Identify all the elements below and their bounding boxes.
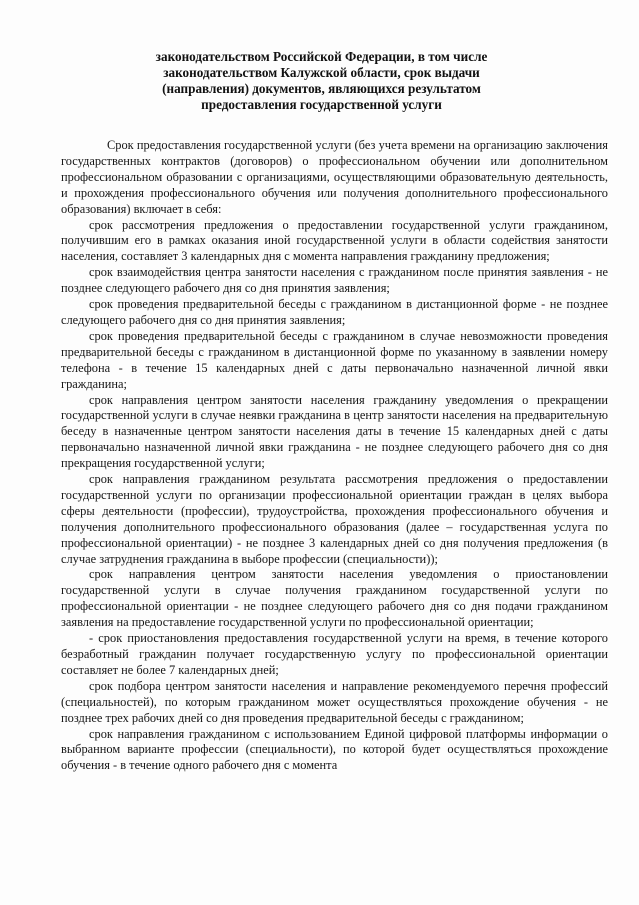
- paragraph-term-platform-choice: срок направления гражданином с использованием Единой цифровой платформы информации о выбранном варианте профессии (специальности), по которой будет осуществляться прохождение обучения - в течение одного рабочего дня с момента: [61, 726, 608, 773]
- paragraph-term-suspension-notice: срок направления центром занятости населения уведомления о приостановлении государственной услуги в случае получения гражданином государственной услуги по профессиональной ориентации - не позднее следующего рабочего дня со дня подачи гражданином заявления на предоставление государственной услуги по профессиональной ориентации;: [61, 567, 608, 630]
- section-heading: [100, 49, 543, 113]
- body-text: [61, 138, 608, 774]
- paragraph-term-proposal-review: срок рассмотрения предложения о предоставлении государственной услуги гражданином, получившим его в рамках оказания иной государственной услуги в области содействия занятости населения, составляет 3 календарных дня с момента направления гражданину предложения;: [61, 217, 608, 264]
- paragraph-term-remote-interview: срок проведения предварительной беседы с гражданином в дистанционной форме - не позднее следующего рабочего дня со дня принятия заявления;: [61, 297, 608, 327]
- paragraph-term-interaction: срок взаимодействия центра занятости населения с гражданином после принятия заявления - не позднее следующего рабочего дня со дня принятия заявления;: [61, 265, 608, 296]
- heading-line: (направления) документов, являющихся результатом: [162, 81, 481, 96]
- heading-line: законодательством Калужской области, срок выдачи: [163, 65, 480, 80]
- paragraph-term-interview-fallback: срок проведения предварительной беседы с гражданином в случае невозможности проведения предварительной беседы с гражданином в дистанционной форме по указанному в заявлении номеру телефона - в течение 15 календарных дней с даты первоначально назначенной личной явки гражданина;: [61, 328, 608, 391]
- paragraph-term-suspension-period: - срок приостановления предоставления государственной услуги на время, в течение которого безработный гражданин получает государственную услугу по профессиональной ориентации составляет не более 7 календарных дней;: [61, 631, 608, 677]
- paragraph-term-profession-list: срок подбора центром занятости населения и направление рекомендуемого перечня профессий (специальностей), по которым гражданином может осуществляться прохождение обучения - не позднее трех рабочих дней со дня проведения предварительной беседы с гражданином;: [61, 678, 608, 725]
- paragraph-term-orientation-result: срок направления гражданином результата рассмотрения предложения о предоставлении государственной услуги по организации профессиональной ориентации граждан в целях выбора сферы деятельности (профессии), трудоустройства, прохождения профессионального обучения и получения дополнительного профессионального образования (далее – государственная услуга по профессиональной ориентации) - не позднее 3 календарных дней со дня получения предложения (в случае затруднения гражданина в выборе профессии (специальности));: [61, 472, 608, 566]
- paragraph-term-termination-notice: срок направления центром занятости населения гражданину уведомления о прекращении государственной услуги в случае неявки гражданина в центр занятости населения на предварительную беседу в назначенные центром занятости населения даты в течение 15 календарных дней с даты первоначально назначенной личной явки гражданина - не позднее следующего рабочего дня со дня прекращения государственной услуги;: [61, 392, 608, 471]
- heading-line: предоставления государственной услуги: [201, 97, 442, 112]
- paragraph-intro: Срок предоставления государственной услуги (без учета времени на организацию заключения государственных контрактов (договоров) о профессиональном обучении или дополнительном профессиональном образовании с организациями, осуществляющими образовательную деятельность, и прохождения профессионального обучения или получения дополнительного профессионального образования) включает в себя:: [61, 138, 608, 216]
- heading-line: законодательством Российской Федерации, в том числе: [155, 49, 488, 64]
